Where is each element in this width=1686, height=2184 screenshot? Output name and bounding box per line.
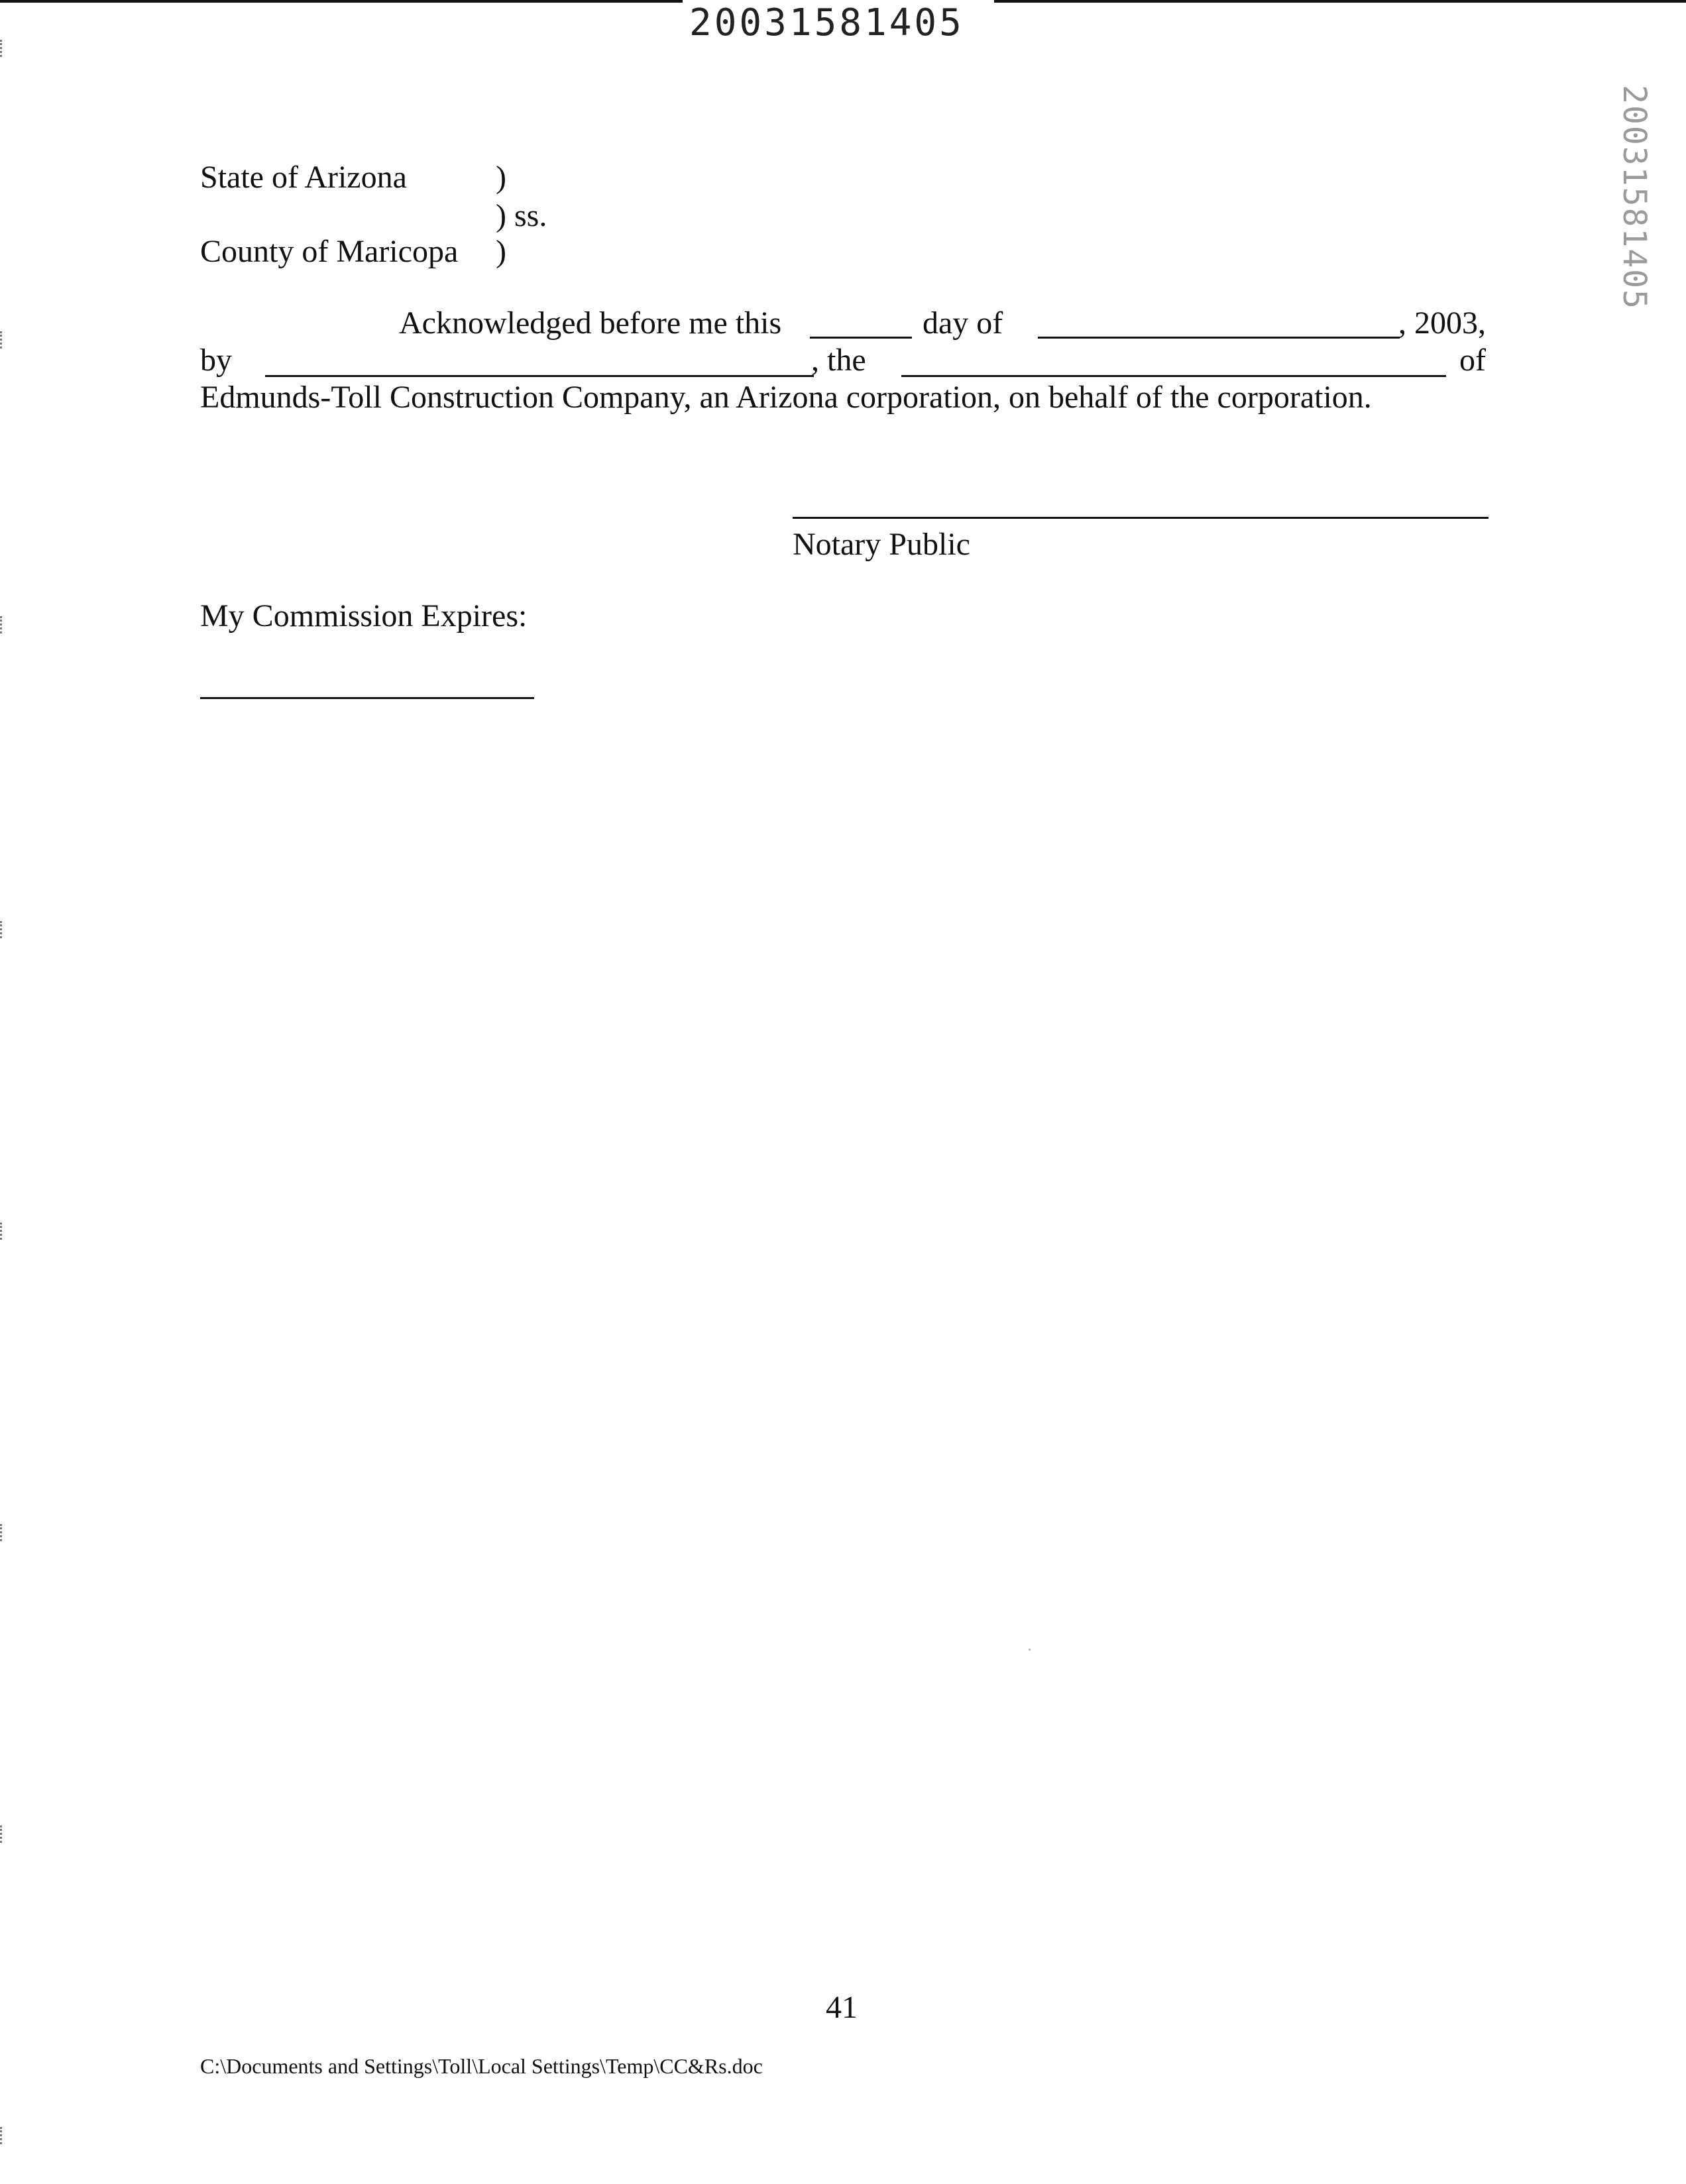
margin-tick	[0, 1826, 5, 1843]
notary-public-label: Notary Public	[793, 527, 970, 562]
venue-paren-top: )	[496, 160, 506, 195]
scan-speck	[1029, 1649, 1031, 1651]
entity-line: Edmunds-Toll Construction Company, an Arizona corporation, on behalf of the corporation.	[200, 380, 1372, 415]
state-line: State of Arizona	[200, 160, 407, 195]
margin-tick	[0, 921, 5, 938]
venue-ss: ) ss.	[496, 198, 547, 233]
of-text: of	[1459, 343, 1486, 378]
signer-name-blank[interactable]	[265, 375, 814, 377]
file-path: C:\Documents and Settings\Toll\Local Settings\Temp\CC&Rs.doc	[200, 2054, 763, 2078]
the-text: , the	[811, 343, 866, 378]
county-line: County of Maricopa	[200, 234, 459, 269]
commission-date-line[interactable]	[200, 697, 534, 699]
margin-tick	[0, 1524, 5, 1541]
header-rule-right	[994, 0, 1686, 3]
margin-tick	[0, 331, 5, 349]
year-text: , 2003,	[1398, 305, 1486, 341]
header-rule-left	[0, 0, 683, 3]
side-stamp-text: 20031581405	[1615, 85, 1653, 310]
by-text: by	[200, 343, 232, 378]
recording-number: 20031581405	[689, 1, 964, 44]
venue-paren-bottom: )	[496, 234, 506, 269]
month-blank[interactable]	[1038, 337, 1400, 339]
margin-tick	[0, 2127, 5, 2144]
signer-title-blank[interactable]	[901, 375, 1446, 377]
page-number: 41	[826, 1990, 858, 2025]
margin-tick	[0, 1223, 5, 1240]
acknowledged-text: Acknowledged before me this	[399, 305, 782, 341]
margin-tick	[0, 40, 5, 57]
margin-tick	[0, 616, 5, 633]
commission-expires-label: My Commission Expires:	[200, 598, 528, 633]
side-recording-stamp	[1588, 85, 1653, 310]
notary-signature-line[interactable]	[793, 517, 1489, 519]
day-blank[interactable]	[810, 337, 912, 339]
day-of-text: day of	[923, 305, 1003, 341]
